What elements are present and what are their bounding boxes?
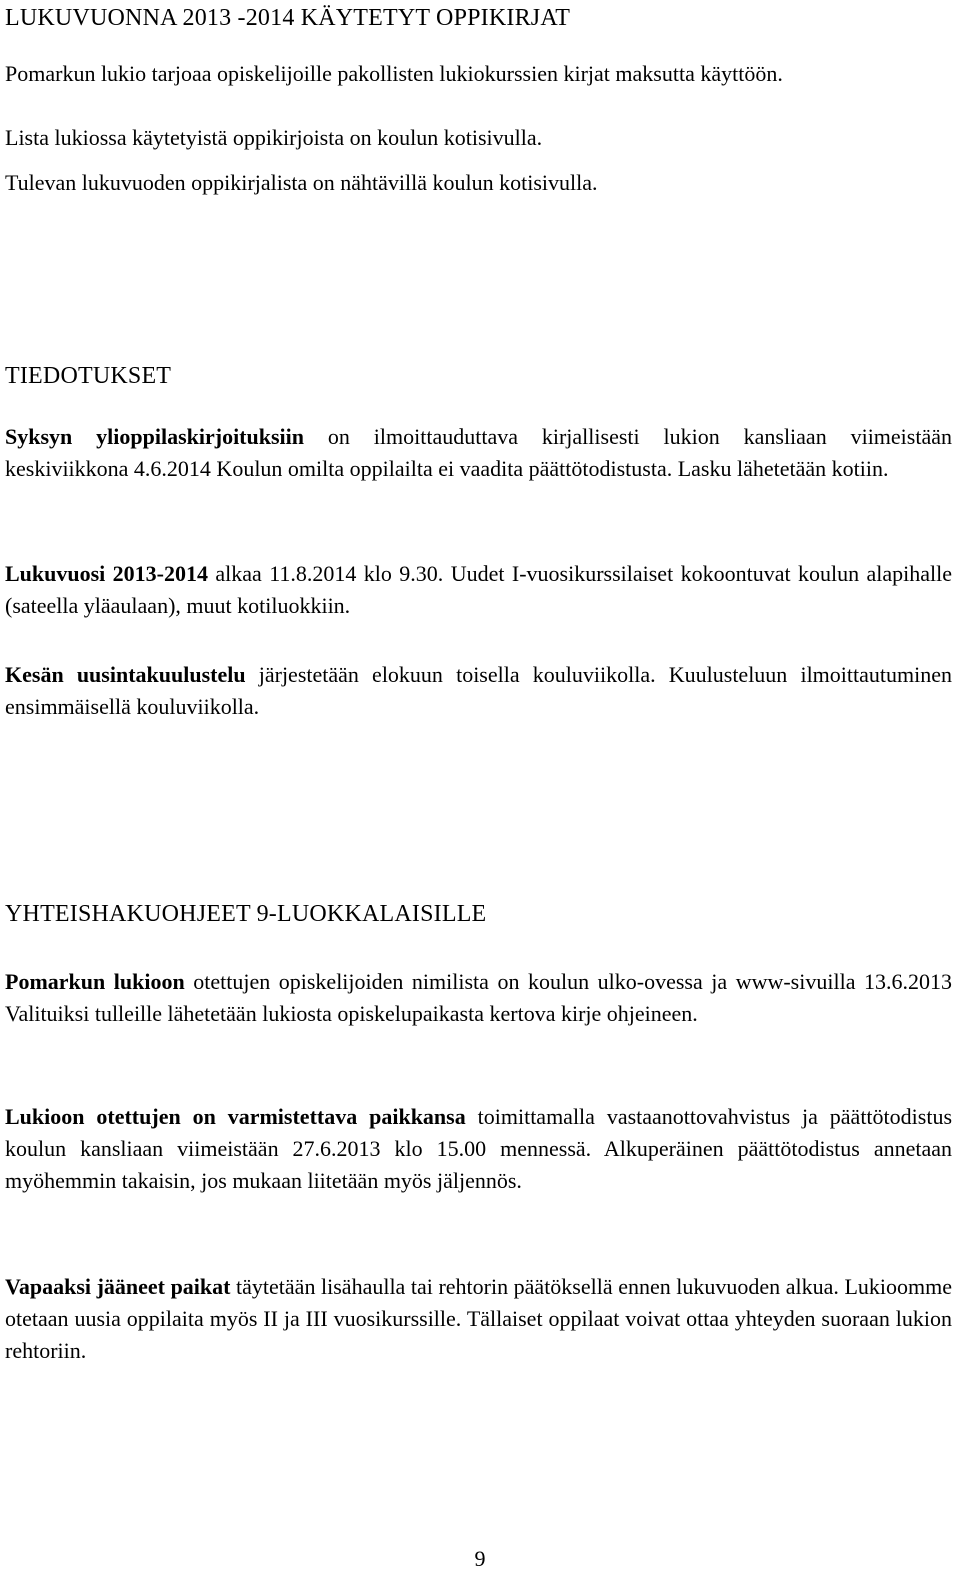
text-admitted-list: otettujen opiskelijoiden nimilista on koulun ulko-ovessa ja www-sivuilla 13.6.2013 Valituiksi tulleille lähetetään lukiosta opiskelupaikasta kertova kirje ohjeineen. [5, 969, 952, 1026]
paragraph-matriculation-exams [5, 421, 952, 485]
paragraph-school-year-start [5, 558, 952, 622]
paragraph-confirm-place [5, 1101, 952, 1197]
text-school-year: alkaa 11.8.2014 klo 9.30. Uudet I-vuosikurssilaiset kokoontuvat koulun alapihalle (sateella yläaulaan), muut kotiluokkiin. [5, 561, 952, 618]
paragraph-admitted-list [5, 966, 952, 1030]
section-title-textbooks: LUKUVUONNA 2013 -2014 KÄYTETYT OPPIKIRJAT [5, 5, 571, 31]
text-confirm-place: toimittamalla vastaanottovahvistus ja päättötodistus koulun kansliaan viimeistään 27.6.2013 klo 15.00 mennessä. Alkuperäinen päättötodistus annetaan myöhemmin takaisin, jos mukaan liitetään myös jäljennös. [5, 1104, 953, 1193]
paragraph-textbook-list: Lista lukiossa käytetyistä oppikirjoista on koulun kotisivulla. [5, 125, 543, 150]
text-matriculation-exams: on ilmoittauduttava kirjallisesti lukion kansliaan viimeistään keskiviikkona 4.6.2014 Koulun omilta oppilailta ei vaadita päättötodistusta. Lasku lähetetään kotiin. [5, 424, 952, 481]
bold-confirm-place: Lukioon otettujen on varmistettava paikkansa [5, 1104, 466, 1129]
bold-pomarkku-lukio: Pomarkun lukioon [5, 969, 185, 994]
paragraph-vacant-places [5, 1271, 952, 1367]
text-vacant-places: täytetään lisähaulla tai rehtorin päätöksellä ennen lukuvuoden alkua. Lukioomme otetaan uusia oppilaita myös II ja III vuosikurssille. Tällaiset oppilaat voivat ottaa yhteyden suoraan lukion rehtoriin. [5, 1274, 952, 1363]
paragraph-summer-retake [5, 659, 952, 723]
paragraph-textbooks-free: Pomarkun lukio tarjoaa opiskelijoille pakollisten lukiokurssien kirjat maksutta käyttöön. [5, 61, 783, 86]
bold-school-year: Lukuvuosi 2013-2014 [5, 561, 209, 586]
page-number: 9 [474, 1546, 486, 1571]
text-summer-retake: järjestetään elokuun toisella kouluviikolla. Kuulusteluun ilmoittautuminen ensimmäisellä kouluviikolla. [5, 662, 952, 719]
bold-summer-retake: Kesän uusintakuulustelu [5, 662, 246, 687]
bold-matriculation-exams: Syksyn ylioppilaskirjoituksiin [5, 424, 305, 449]
paragraph-upcoming-list: Tulevan lukuvuoden oppikirjalista on nähtävillä koulun kotisivulla. [5, 170, 598, 195]
section-title-announcements: TIEDOTUKSET [5, 363, 172, 389]
section-title-joint-application: YHTEISHAKUOHJEET 9-LUOKKALAISILLE [5, 901, 487, 927]
bold-vacant-places: Vapaaksi jääneet paikat [5, 1274, 231, 1299]
